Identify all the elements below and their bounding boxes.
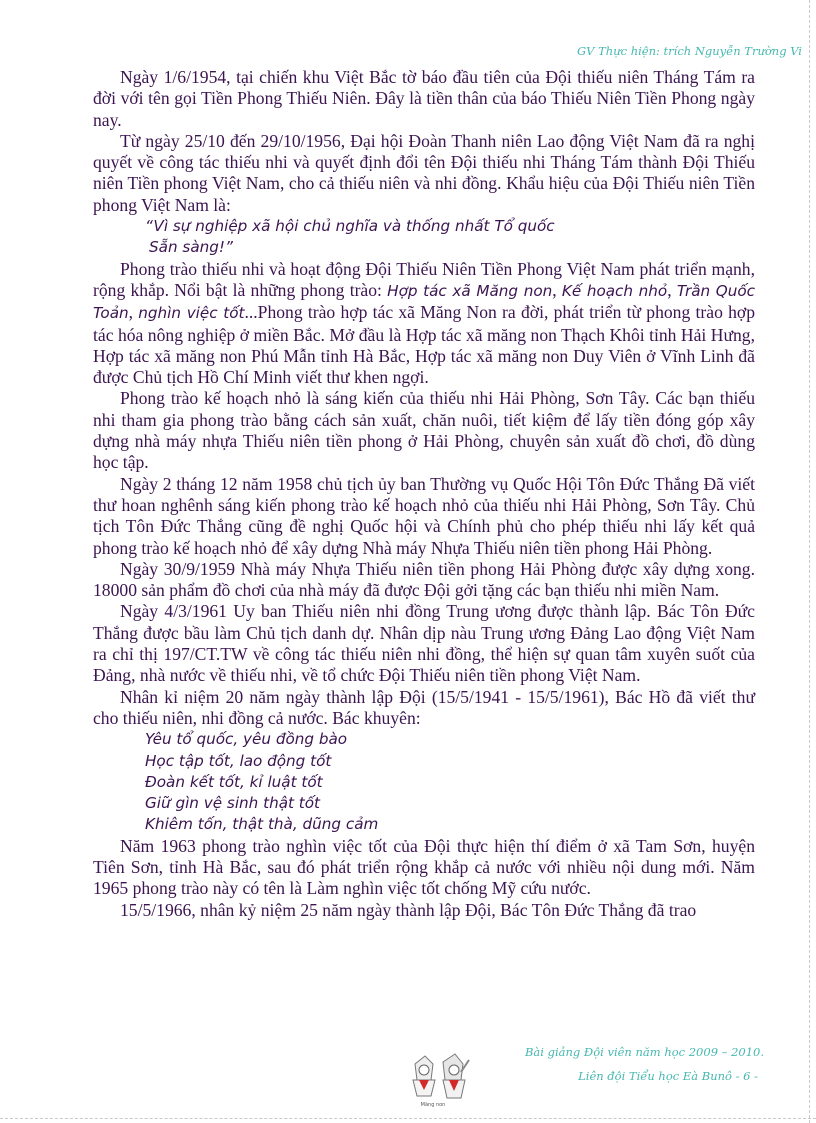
poem-line: Đoàn kết tốt, kỉ luật tốt	[145, 772, 323, 791]
movement-hop-tac-xa: Hợp tác xã Măng non	[387, 281, 553, 300]
paragraph-3-end: ...Phong trào hợp tác xã Măng Non ra đời, phát triển từ phong trào hợp tác hóa nông nghiệp ở miền Bắc. Mở đầu là Hợp tác xã măng non Thạch Khôi tỉnh Hải Hưng, Hợp tác xã măng non Phú Mẫn tỉnh Hà Bắc, Hợp tác xã măng non Duy Viên ở Vĩnh Linh đã được Chủ tịch Hồ Chí Minh viết thư khen ngợi.	[93, 302, 756, 388]
header-signature: GV Thực hiện: trích Nguyễn Trường Vi	[576, 44, 802, 58]
poem-line: Giữ gìn vệ sinh thật tốt	[145, 794, 320, 813]
motto-line-1: “Vì sự nghiệp xã hội chủ nghĩa và thống nhất Tổ quốc	[145, 217, 555, 236]
separator: ,	[128, 302, 139, 323]
poem-line: Khiêm tốn, thật thà, dũng cảm	[145, 815, 379, 834]
paragraph-3	[93, 259, 755, 389]
separator: ,	[552, 279, 562, 300]
paragraph-10: 15/5/1966, nhân kỷ niệm 25 năm ngày thành lập Đội, Bác Tôn Đức Thắng đã trao	[120, 899, 697, 920]
mang-non-logo	[407, 1050, 471, 1110]
logo-caption: Măng non	[420, 1102, 446, 1108]
document-body	[93, 67, 755, 921]
paragraph-5: Ngày 2 tháng 12 năm 1958 chủ tịch ủy ban Thường vụ Quốc Hội Tôn Đức Thắng Đã viết thư hoan nghênh sáng kiến phong trào kế hoạch nhỏ của thiếu nhi Hải Phòng, Sơn Tây. Chủ tịch Tôn Đức Thắng cũng đề nghị Quốc hội và Chính phủ cho phép thiếu nhi lấy kết quả phong trào kế hoạch nhỏ để xây dựng Nhà máy Nhựa Thiếu niên tiền phong Hải Phòng.	[93, 473, 755, 558]
paragraph-1: Ngày 1/6/1954, tại chiến khu Việt Bắc tờ báo đầu tiên của Đội thiếu niên Tháng Tám ra đời với tên gọi Tiền Phong Thiếu Niên. Đây là tiền thân của báo Thiếu Niên Tiền Phong ngày nay.	[93, 67, 755, 130]
paragraph-9: Năm 1963 phong trào nghìn việc tốt của Đội thực hiện thí điểm ở xã Tam Sơn, huyện Tiên Sơn, tỉnh Hà Bắc, sau đó phát triển rộng khắp cả nước với nhiều nội dung mới. Năm 1965 phong trào này có tên là Làm nghìn việc tốt chống Mỹ cứu nước.	[93, 835, 755, 899]
separator: ,	[667, 279, 677, 300]
footer-course-line: Bài giảng Đội viên năm học 2009 – 2010.	[524, 1045, 764, 1059]
right-child-figure	[443, 1054, 469, 1098]
footer-signature	[525, 1040, 764, 1088]
movement-ke-hoach-nho: Kế hoạch nhỏ	[561, 281, 668, 300]
paragraph-3-start: Phong trào thiếu nhi và hoạt động Đội Thiếu Niên Tiền Phong Việt Nam phát triển mạnh, rộng khắp. Nổi bật là những phong trào:	[93, 258, 755, 300]
paragraph-8: Nhân kỉ niệm 20 năm ngày thành lập Đội (15/5/1941 - 15/5/1961), Bác Hồ đã viết thư cho thiếu niên, nhi đồng cả nước. Bác khuyên:	[93, 686, 755, 728]
motto-line-2: Sẵn sàng!”	[149, 238, 233, 257]
page-border-bottom	[0, 1118, 816, 1119]
paragraph-4: Phong trào kế hoạch nhỏ là sáng kiến của thiếu nhi Hải Phòng, Sơn Tây. Các bạn thiếu nhi tham gia phong trào bằng cách sản xuất, chăn nuôi, tiết kiệm để lấy tiền đóng góp xây dựng nhà máy nhựa Thiếu niên tiền phong ở Hải Phòng, chuyên sản xuất đồ chơi, đồ dùng học tập.	[93, 388, 755, 473]
movement-nghin-viec-tot: nghìn việc tốt	[138, 304, 245, 323]
page-border-right	[809, 0, 810, 1123]
paragraph-2: Từ ngày 25/10 đến 29/10/1956, Đại hội Đoàn Thanh niên Lao động Việt Nam đã ra nghị quyết về công tác thiếu nhi và quyết định đổi tên Đội thiếu nhi Tháng Tám thành Đội Thiếu niên Tiền phong Việt Nam, cho cả thiếu niên và nhi đồng. Khẩu hiệu của Đội Thiếu niên Tiền phong Việt Nam là:	[93, 130, 755, 215]
left-child-figure	[413, 1056, 435, 1096]
footer-school-page-line: Liên đội Tiểu học Eà Bunô - 6 -	[578, 1069, 758, 1083]
paragraph-7: Ngày 4/3/1961 Uy ban Thiếu niên nhi đồng Trung ương được thành lập. Bác Tôn Đức Thắng được bầu làm Chủ tịch danh dự. Nhân dịp nàu Trung ương Đảng Lao động Việt Nam ra chỉ thị 197/CT.TW về công tác thiếu niên nhi đồng, thể hiện sự quan tâm xuyên suốt của Đảng, nhà nước về thiếu nhi, về tổ chức Đội Thiếu niên tiền phong Việt Nam.	[93, 601, 755, 686]
poem-line: Yêu tổ quốc, yêu đồng bào	[145, 730, 348, 749]
poem-line: Học tập tốt, lao động tốt	[145, 751, 332, 770]
movement-tran-quoc-toan: Trần Quốc Toản	[93, 281, 756, 323]
paragraph-6: Ngày 30/9/1959 Nhà máy Nhựa Thiếu niên tiền phong Hải Phòng được xây dựng xong. 18000 sản phẩm đồ chơi của nhà máy đã được Đội gởi tặng các bạn thiếu nhi miền Nam.	[93, 558, 755, 601]
